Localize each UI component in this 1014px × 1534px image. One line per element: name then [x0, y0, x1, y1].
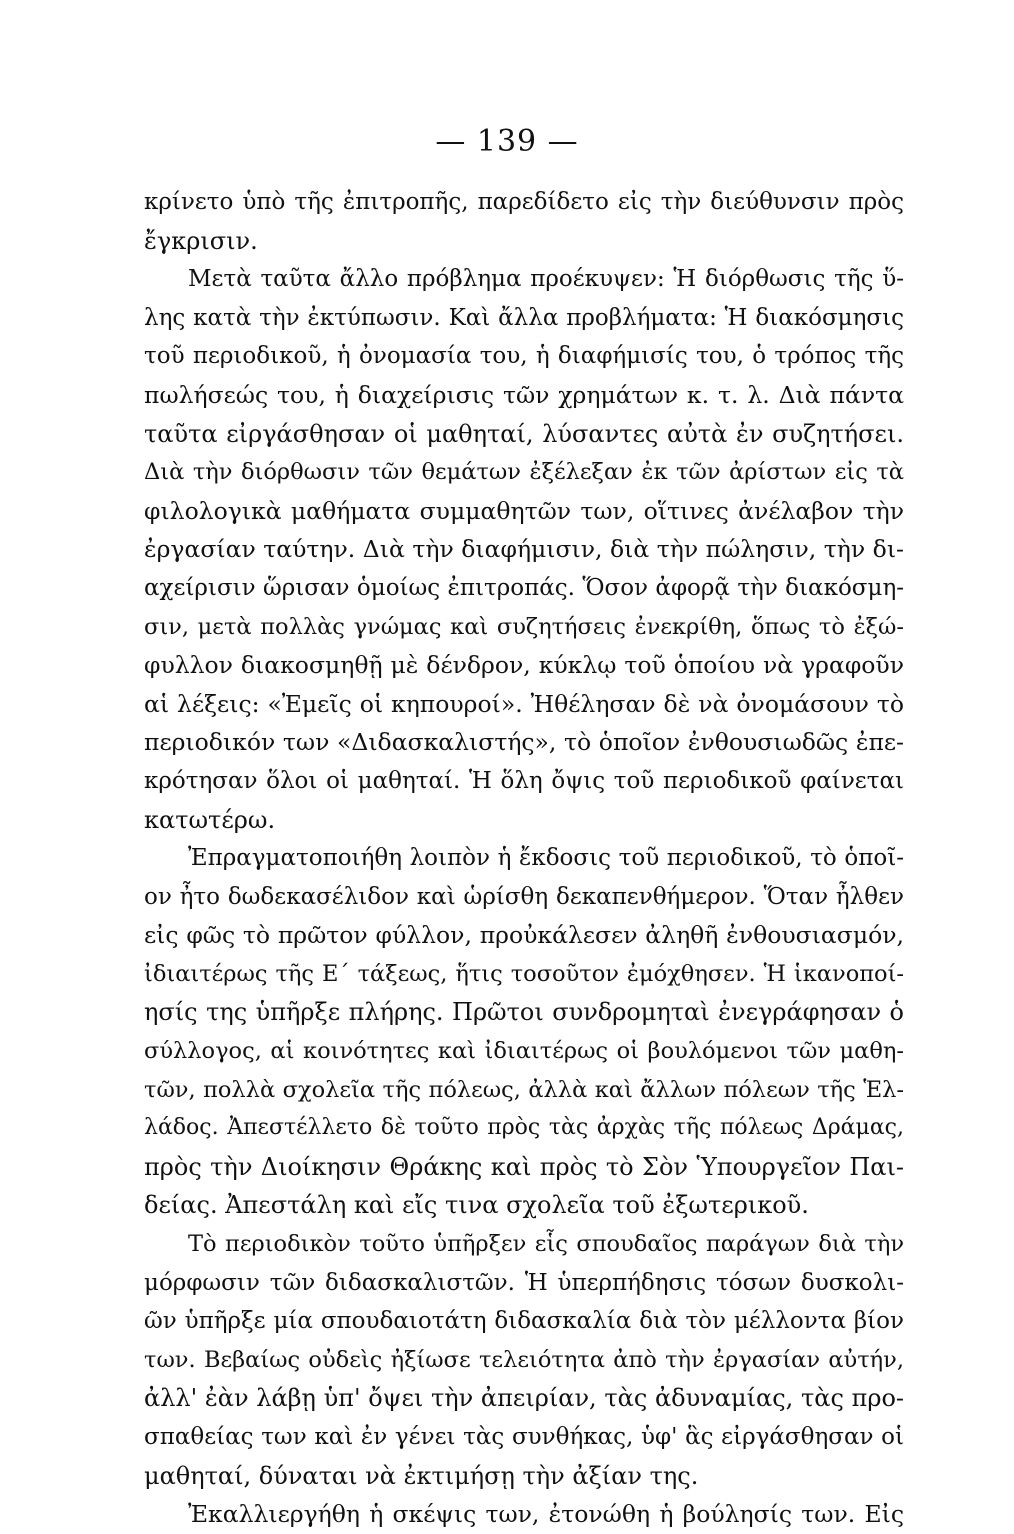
- text-line: ἔγκρισιν.: [144, 226, 258, 255]
- text-line: τοῦ περιοδικοῦ, ἡ ὀνομασία του, ἡ διαφήμισίς του, ὁ τρόπος τῆς: [144, 343, 904, 370]
- text-line: ῶν ὑπῆρξε μία σπουδαιοτάτη διδασκαλία διὰ τὸν μέλλοντα βίον: [144, 1308, 904, 1335]
- text-line: φυλλον διακοσμηθῇ μὲ δένδρον, κύκλῳ τοῦ ὁποίου νὰ γραφοῦν: [144, 651, 904, 680]
- text-line: κρίνετο ὑπὸ τῆς ἐπιτροπῆς, παρεδίδετο εἰς τὴν διεύθυνσιν πρὸς: [144, 189, 904, 215]
- text-line: αἱ λέξεις: «Ἐμεῖς οἱ κηπουροί». Ἠθέλησαν δὲ νὰ ὀνομάσουν τὸ: [144, 689, 904, 718]
- text-line: φιλολογικὰ μαθήματα συμμαθητῶν των, οἵτινες ἀνέλαβον τὴν: [144, 496, 904, 525]
- text-line: τῶν, πολλὰ σχολεῖα τῆς πόλεως, ἀλλὰ καὶ ἄλλων πόλεων τῆς Ἑλ-: [144, 1076, 904, 1103]
- text-line: Ἐκαλλιεργήθη ἡ σκέψις των, ἐτονώθη ἡ βούλησίς των. Εἰς: [188, 1500, 904, 1529]
- text-line: δείας. Ἀπεστάλη καὶ εἴς τινα σχολεῖα τοῦ ἐξωτερικοῦ.: [144, 1191, 809, 1220]
- text-line: πρὸς τὴν Διοίκησιν Θράκης καὶ πρὸς τὸ Σὸν Ὑπουργεῖον Παι-: [144, 1152, 904, 1181]
- text-line: κρότησαν ὅλοι οἱ μαθηταί. Ἡ ὅλη ὄψις τοῦ περιοδικοῦ φαίνεται: [144, 767, 904, 794]
- text-line: μαθηταί, δύναται νὰ ἐκτιμήσῃ τὴν ἀξίαν της.: [144, 1461, 699, 1490]
- text-line: των. Βεβαίως οὐδεὶς ἠξίωσε τελειότητα ἀπὸ τὴν ἐργασίαν αὐτήν,: [144, 1346, 904, 1373]
- text-line: σιν, μετὰ πολλὰς γνώμας καὶ συζητήσεις ἐνεκρίθη, ὅπως τὸ ἐξώ-: [144, 613, 904, 640]
- text-line: ἰδιαιτέρως τῆς Ε΄ τάξεως, ἥτις τοσοῦτον ἐμόχθησεν. Ἡ ἱκανοποί-: [144, 960, 904, 987]
- text-line: λης κατὰ τὴν ἐκτύπωσιν. Καὶ ἄλλα προβλήματα: Ἡ διακόσμησις: [144, 304, 904, 331]
- text-line: σύλλογος, αἱ κοινότητες καὶ ἰδιαιτέρως οἱ βουλόμενοι τῶν μαθη-: [144, 1038, 904, 1065]
- text-line: λάδος. Ἀπεστέλλετο δὲ τοῦτο πρὸς τὰς ἀρχὰς τῆς πόλεως Δράμας,: [144, 1115, 904, 1141]
- text-line: κατωτέρω.: [144, 805, 276, 834]
- page-number: — 139 —: [435, 124, 579, 159]
- text-line: ον ἦτο δωδεκασέλιδον καὶ ὡρίσθη δεκαπενθήμερον. Ὅταν ἦλθεν: [144, 883, 904, 910]
- text-line: αχείρισιν ὥρισαν ὁμοίως ἐπιτροπάς. Ὅσον ἀφορᾷ τὴν διακόσμη-: [144, 574, 904, 601]
- text-line: Τὸ περιοδικὸν τοῦτο ὑπῆρξεν εἷς σπουδαῖος παράγων διὰ τὴν: [188, 1231, 904, 1258]
- text-line: ἀλλ' ἐὰν λάβῃ ὑπ' ὄψει τὴν ἀπειρίαν, τὰς ἀδυναμίας, τὰς προ-: [144, 1384, 904, 1413]
- text-line: ἐργασίαν ταύτην. Διὰ τὴν διαφήμισιν, διὰ τὴν πώλησιν, τὴν δι-: [144, 535, 904, 564]
- text-line: σπαθείας των καὶ ἐν γένει τὰς συνθήκας, ὑφ' ἃς εἰργάσθησαν οἱ: [144, 1424, 904, 1450]
- text-line: μόρφωσιν τῶν διδασκαλιστῶν. Ἡ ὑπερπήδησις τόσων δυσκολι-: [144, 1269, 904, 1296]
- body-text: [144, 183, 904, 1534]
- text-line: Μετὰ ταῦτα ἄλλο πρόβλημα προέκυψεν: Ἡ διόρθωσις τῆς ὕ-: [188, 266, 904, 293]
- text-line: εἰς φῶς τὸ πρῶτον φύλλον, προὐκάλεσεν ἀληθῆ ἐνθουσιασμόν,: [144, 921, 904, 950]
- text-line: περιοδικόν των «Διδασκαλιστής», τὸ ὁποῖον ἐνθουσιωδῶς ἐπε-: [144, 728, 904, 757]
- text-line: Διὰ τὴν διόρθωσιν τῶν θεμάτων ἐξέλεξαν ἐκ τῶν ἀρίστων εἰς τὰ: [144, 459, 904, 486]
- text-line: πωλήσεώς του, ἡ διαχείρισις τῶν χρημάτων κ. τ. λ. Διὰ πάντα: [144, 380, 904, 409]
- text-line: Ἐπραγματοποιήθη λοιπὸν ἡ ἔκδοσις τοῦ περιοδικοῦ, τὸ ὁποῖ-: [188, 845, 904, 872]
- text-line: ησίς της ὑπῆρξε πλήρης. Πρῶτοι συνδρομηταὶ ἐνεγράφησαν ὁ: [144, 998, 904, 1027]
- text-line: ταῦτα εἰργάσθησαν οἱ μαθηταί, λύσαντες αὐτὰ ἐν συζητήσει.: [144, 419, 904, 448]
